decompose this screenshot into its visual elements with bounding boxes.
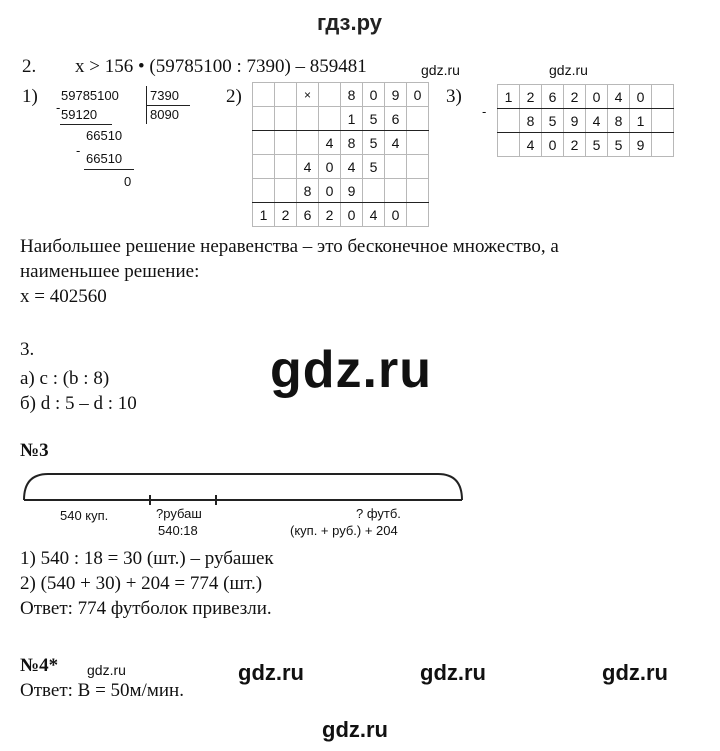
subtraction-sign: -: [482, 104, 487, 119]
grid-cell: 5: [363, 155, 385, 179]
grid-cell: 0: [341, 203, 363, 227]
grid-cell: 8: [297, 179, 319, 203]
grid-cell: 4: [297, 155, 319, 179]
grid-cell: 5: [363, 131, 385, 155]
step1-label: 1): [22, 86, 38, 107]
multiplication-grid: [252, 82, 429, 227]
grid-cell: 4: [319, 131, 341, 155]
problem3-step2: 2) (540 + 30) + 204 = 774 (шт.): [20, 573, 263, 594]
grid-cell: 5: [608, 133, 630, 157]
grid-cell: 4: [341, 155, 363, 179]
grid-cell: 8: [341, 83, 363, 107]
grid-cell: 0: [319, 179, 341, 203]
task3-a: а) c : (b : 8): [20, 368, 110, 389]
watermark-small-c: gdz.ru: [87, 662, 126, 678]
problem3-answer: Ответ: 774 футболок привезли.: [20, 598, 272, 619]
grid-cell: 2: [564, 133, 586, 157]
watermark-row-1: gdz.ru: [238, 660, 304, 685]
grid-cell: 2: [564, 85, 586, 109]
grid-cell: 6: [542, 85, 564, 109]
grid-cell: 4: [586, 109, 608, 133]
grid-cell: 4: [520, 133, 542, 157]
diagram-bracket: [24, 474, 462, 500]
grid-cell: 0: [363, 83, 385, 107]
diagram-label-q-tshirts-expr: (куп. + руб.) + 204: [290, 523, 398, 538]
diagram-label-q-tshirts: ? футб.: [356, 506, 401, 521]
grid-cell: 0: [407, 83, 429, 107]
step2-label: 2): [226, 86, 242, 107]
division-sub1: 59120: [61, 107, 98, 122]
subtraction-grid: [497, 84, 674, 157]
watermark-small-b: gdz.ru: [549, 62, 588, 78]
task2-number: 2.: [22, 56, 37, 77]
grid-cell: 4: [608, 85, 630, 109]
problem4-title: №4*: [20, 655, 59, 676]
conclusion-line-1: Наибольшее решение неравенства – это бесконечное множество, а: [20, 236, 559, 257]
watermark-row-2: gdz.ru: [420, 660, 486, 685]
watermark-bottom: gdz.ru: [322, 717, 388, 742]
division-dividend: 59785100: [61, 88, 119, 103]
grid-cell: 6: [297, 203, 319, 227]
grid-cell: 2: [319, 203, 341, 227]
grid-cell: 0: [586, 85, 608, 109]
diagram-label-q-shirts-expr: 540:18: [158, 523, 198, 538]
step3-label: 3): [446, 86, 462, 107]
problem4-answer: Ответ: В = 50м/мин.: [20, 680, 184, 701]
segment-diagram: [18, 468, 468, 510]
grid-cell: 1: [253, 203, 275, 227]
watermark-top: гдз.ру: [317, 10, 382, 35]
division-quotient: 8090: [150, 107, 179, 122]
grid-cell: 0: [385, 203, 407, 227]
multiply-sign: ×: [297, 83, 319, 107]
grid-cell: 0: [542, 133, 564, 157]
grid-cell: 9: [341, 179, 363, 203]
grid-cell: 9: [630, 133, 652, 157]
conclusion-line-2: наименьшее решение:: [20, 261, 200, 282]
grid-cell: 5: [363, 107, 385, 131]
division-sub1-line: [60, 124, 112, 125]
grid-cell: 9: [385, 83, 407, 107]
division-quotient-line: [146, 105, 190, 106]
division-rem1: 66510: [86, 128, 123, 143]
grid-cell: 1: [341, 107, 363, 131]
grid-cell: 8: [608, 109, 630, 133]
division-sub2: 66510: [86, 151, 123, 166]
grid-cell: 4: [363, 203, 385, 227]
watermark-small-a: gdz.ru: [421, 62, 460, 78]
problem3-step1: 1) 540 : 18 = 30 (шт.) – рубашек: [20, 548, 274, 569]
division-sub2-line: [84, 169, 134, 170]
task3-number: 3.: [20, 339, 35, 360]
grid-cell: 2: [275, 203, 297, 227]
watermark-big: gdz.ru: [270, 341, 432, 399]
diagram-label-q-shirts: ?рубаш: [156, 506, 202, 521]
grid-cell: 9: [564, 109, 586, 133]
division-minus-1: -: [56, 100, 61, 115]
grid-cell: 5: [542, 109, 564, 133]
problem3-title: №3: [20, 440, 49, 461]
grid-cell: 8: [520, 109, 542, 133]
grid-cell: 4: [385, 131, 407, 155]
grid-cell: 0: [319, 155, 341, 179]
grid-cell: 8: [341, 131, 363, 155]
diagram-label-known: 540 куп.: [60, 508, 109, 523]
grid-cell: 2: [520, 85, 542, 109]
grid-cell: 6: [385, 107, 407, 131]
grid-cell: 5: [586, 133, 608, 157]
task3-b: б) d : 5 – d : 10: [20, 393, 137, 414]
task2-answer: x = 402560: [20, 286, 107, 307]
grid-cell: 0: [630, 85, 652, 109]
division-minus-2: -: [76, 143, 81, 158]
task2-inequality: x > 156 • (59785100 : 7390) – 859481: [75, 56, 367, 77]
watermark-row-3: gdz.ru: [602, 660, 668, 685]
grid-cell: 1: [630, 109, 652, 133]
grid-cell: 1: [498, 85, 520, 109]
division-result: 0: [124, 174, 132, 189]
division-divisor: 7390: [150, 88, 179, 103]
